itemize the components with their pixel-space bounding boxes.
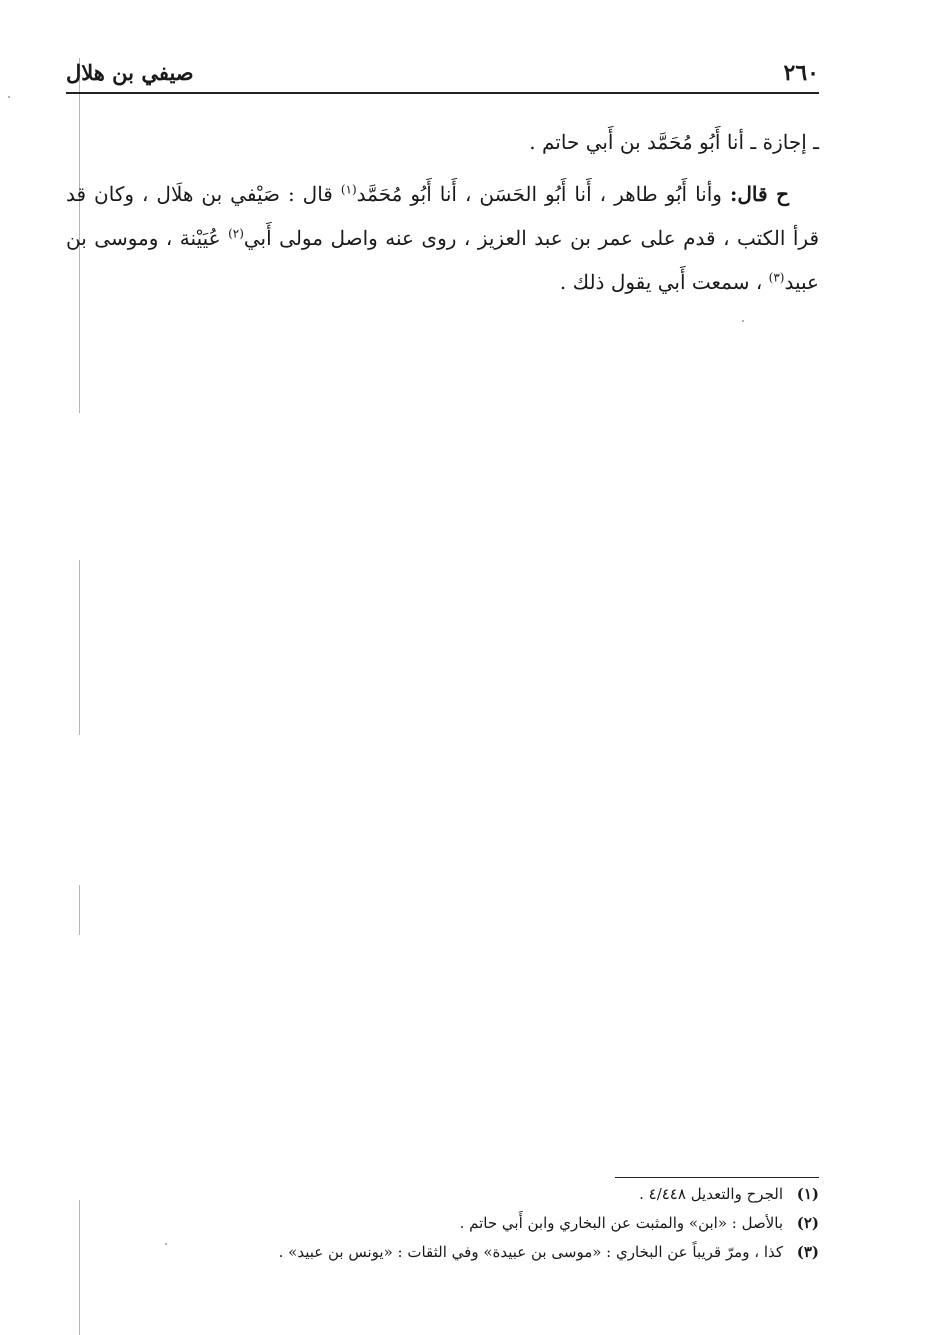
footnote-number: (٣) <box>796 1243 819 1261</box>
paragraph <box>66 172 819 304</box>
footnote <box>66 1180 819 1209</box>
paragraph: ـ إجازة ـ أنا أَبُو مُحَمَّد بن أَبي حاتم . <box>529 130 819 154</box>
footnote <box>66 1238 819 1267</box>
scan-gutter-line <box>79 885 80 935</box>
page-header <box>66 58 819 94</box>
paragraph-text: قال : صَيْفي بن هلَال ، وكان قد قرأ الكتب ، قدم على عمر بن عبد العزيز ، روى عنه واصل مولى أَبي <box>66 182 820 250</box>
footnote <box>66 1209 819 1238</box>
scan-gutter-line <box>79 560 80 735</box>
footnote-separator <box>615 1177 819 1178</box>
paragraph-lead: ح قال: <box>729 182 789 206</box>
scan-speck <box>742 320 744 322</box>
paragraph-text: ، سمعت أَبي يقول ذلك . <box>559 270 769 294</box>
footnotes <box>66 1180 819 1267</box>
footnote-number: (١) <box>796 1185 819 1203</box>
footnote-text: كذا ، ومرّ قريباً عن البخاري : «موسى بن عبيدة» وفي الثقات : «يونس بن عبيد» . <box>278 1243 783 1261</box>
paragraph-text: عُيَيْنة ، وموسى بن عبيد <box>66 226 819 294</box>
running-title: صيفي بن هلال <box>66 60 194 85</box>
footnote-text: الجرح والتعديل ٤/٤٤٨ . <box>639 1185 783 1203</box>
paragraph-text: وأنا أَبُو طاهر ، أَنا أَبُو الحَسَن ، أَنا أَبُو مُحَمَّد <box>356 182 730 206</box>
footnote-reference: (٣) <box>768 270 785 285</box>
footnote-number: (٢) <box>796 1214 819 1232</box>
scan-speck <box>8 96 10 98</box>
footnote-reference: (١) <box>340 182 357 197</box>
page-number: ٢٦٠ <box>783 60 819 86</box>
footnote-text: بالأصل : «ابن» والمثبت عن البخاري وابن أَبي حاتم . <box>459 1214 783 1232</box>
main-text <box>66 120 819 312</box>
footnote-reference: (٢) <box>228 226 244 241</box>
